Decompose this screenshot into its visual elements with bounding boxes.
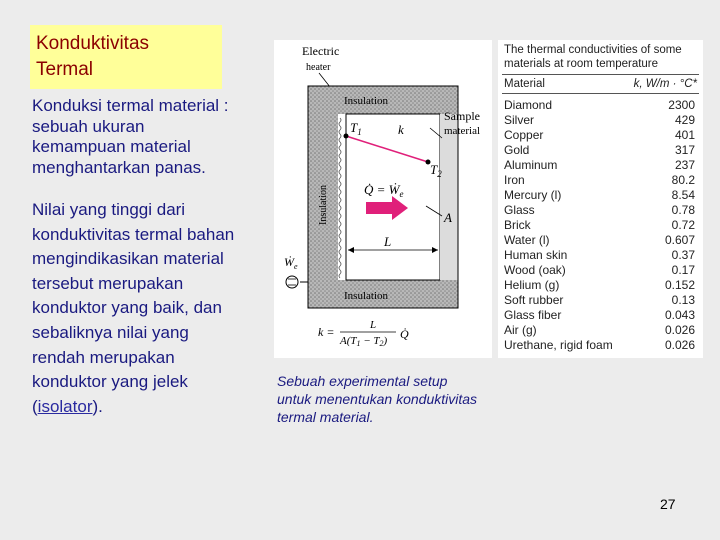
k-label: k [398, 122, 404, 137]
conductivity-value: 0.152 [664, 278, 695, 292]
paren-open: ( [32, 396, 38, 416]
material-name: Iron [504, 173, 525, 187]
table-row [504, 308, 697, 323]
sample-label: Sample [444, 109, 480, 123]
isolator-link[interactable]: isolator [37, 396, 93, 416]
area-label: A [444, 210, 452, 225]
formula-numerator: L [370, 319, 377, 331]
page-number: 27 [660, 496, 676, 512]
electric-label: Electric [302, 44, 340, 58]
conductivity-value: 429 [674, 113, 695, 127]
formula-q: Q̇ [400, 327, 409, 341]
table-row [504, 113, 697, 128]
material-name: Urethane, rigid foam [504, 338, 613, 352]
table-row [504, 173, 697, 188]
insulation-top-label: Insulation [344, 95, 388, 107]
definition-line: kemampuan material [32, 137, 191, 156]
title-line-2: Termal [36, 59, 94, 80]
cold-side [440, 114, 458, 280]
q-equation-label: Q̇ = Ẇ$_e$ [364, 182, 404, 199]
column-header-k: k, W/m · °C* [633, 78, 697, 90]
experimental-setup-figure [274, 40, 492, 358]
caption-line: untuk menentukan konduktivitas [277, 391, 478, 407]
title-line-1: Konduktivitas [36, 33, 150, 54]
formula-denominator: A(T1 − T2) [340, 335, 388, 348]
table-body [504, 98, 697, 353]
figure-caption [277, 372, 477, 426]
conductivity-value: 0.026 [664, 323, 695, 337]
table-row [504, 98, 697, 113]
table-row [504, 278, 697, 293]
material-name: Human skin [504, 248, 568, 262]
table-row [504, 233, 697, 248]
column-header-material: Material [504, 78, 545, 90]
body-line: Nilai yang tinggi dari [32, 200, 186, 219]
material-name: Water (l) [504, 233, 550, 247]
caption-line: termal material. [277, 409, 374, 425]
table-rule [502, 74, 699, 75]
body-line-isolator [32, 395, 234, 420]
table-row [504, 128, 697, 143]
table-row [504, 323, 697, 338]
body-line: konduktor yang baik, dan [32, 298, 222, 318]
t1-point [344, 134, 349, 139]
heater-label: heater [306, 62, 331, 73]
insulation-side-label: Insulation [318, 185, 329, 225]
conductivity-value: 0.72 [671, 218, 695, 232]
material-name: Silver [504, 113, 535, 127]
table-row [504, 263, 697, 278]
t2-label: $T_2$ [430, 162, 442, 179]
title-box [30, 25, 222, 89]
caption-line: Sebuah experimental setup [277, 373, 448, 389]
conductivity-value: 237 [674, 158, 695, 172]
conductivity-value: 8.54 [671, 188, 695, 202]
body-line: konduktor yang jelek [32, 372, 188, 392]
table-row [504, 248, 697, 263]
body-line: tersebut merupakan [32, 273, 184, 293]
table-row [504, 158, 697, 173]
material-label: material [444, 125, 481, 137]
table-header-line: The thermal conductivities of some [504, 44, 682, 56]
conductivity-table [498, 40, 703, 358]
body-line: konduktivitas termal bahan [32, 224, 235, 244]
body-line: mengindikasikan material [32, 249, 224, 269]
conductivity-value: 0.607 [664, 233, 695, 247]
material-name: Gold [504, 143, 530, 157]
conductivity-value: 317 [674, 143, 695, 157]
material-name: Brick [504, 218, 531, 232]
table-rule [502, 93, 699, 94]
material-name: Wood (oak) [504, 263, 566, 277]
formula-k: k = [318, 325, 335, 339]
material-name: Copper [504, 128, 544, 142]
definition-line: sebuah ukuran [32, 116, 145, 136]
body-line: sebaliknya nilai yang [32, 322, 189, 342]
conductivity-value: 0.17 [671, 263, 695, 277]
conductivity-value: 0.13 [671, 293, 695, 307]
conductivity-value: 401 [674, 128, 695, 142]
definition-paragraph [32, 96, 229, 178]
table-row [504, 203, 697, 218]
t1-label: $T_1$ [350, 120, 362, 137]
material-name: Diamond [504, 98, 553, 112]
table-row [504, 338, 697, 353]
setup-diagram [274, 40, 492, 358]
we-label: Ẇ$_e$ [284, 255, 298, 271]
material-name: Air (g) [504, 323, 537, 337]
material-name: Helium (g) [504, 278, 560, 292]
conductivity-value: 80.2 [671, 173, 695, 187]
body-paragraph [32, 198, 234, 419]
insulation-bottom-label: Insulation [344, 290, 388, 302]
conductivity-value: 0.78 [671, 203, 695, 217]
table-header [504, 43, 682, 71]
plug-icon [286, 276, 298, 288]
table-row [504, 143, 697, 158]
table-row [504, 188, 697, 203]
material-name: Glass fiber [504, 308, 562, 322]
material-name: Aluminum [504, 158, 558, 172]
conductivity-value: 2300 [668, 98, 695, 112]
definition-line: Konduksi termal material : [32, 96, 229, 115]
conductivity-value: 0.37 [671, 248, 695, 262]
body-line: rendah merupakan [32, 347, 175, 367]
length-label: L [384, 234, 392, 249]
material-name: Soft rubber [504, 293, 564, 307]
conductivity-value: 0.043 [664, 308, 695, 322]
table-row [504, 218, 697, 233]
paren-close: ). [92, 396, 103, 416]
conductivity-value: 0.026 [664, 338, 695, 352]
material-name: Glass [504, 203, 535, 217]
table-header-line: materials at room temperature [504, 58, 659, 70]
definition-line: menghantarkan panas. [32, 157, 206, 177]
material-name: Mercury (l) [504, 188, 562, 202]
table-row [504, 293, 697, 308]
